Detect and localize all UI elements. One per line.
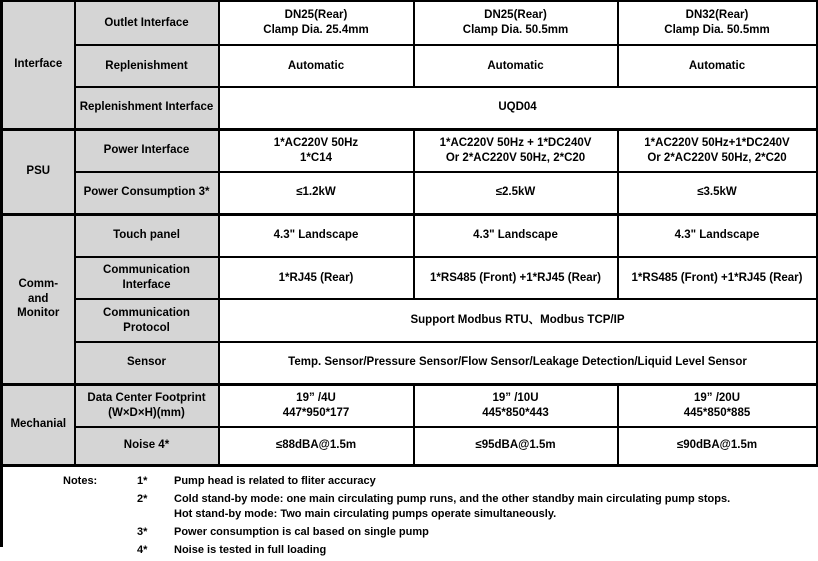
cell-line: 1*AC220V 50Hz + 1*DC240V: [439, 137, 592, 150]
cell-touch-panel-col3: 4.3" Landscape: [618, 214, 817, 257]
category-label-interface: Interface: [14, 58, 63, 71]
category-cell-comm-and-monitor: [2, 214, 75, 384]
cell-line: Or 2*AC220V 50Hz, 2*C20: [445, 151, 586, 164]
notes-list: [137, 474, 730, 561]
category-label-psu: PSU: [26, 165, 51, 178]
cell-power-interface-col2: [414, 129, 618, 172]
row-label-outlet-interface: Outlet Interface: [75, 1, 219, 45]
row-label-sensor: Sensor: [75, 342, 219, 384]
note-item-2: [137, 492, 730, 522]
note-item-4: [137, 543, 730, 558]
cell-comm-interface-col3: 1*RS485 (Front) +1*RJ45 (Rear): [618, 257, 817, 299]
category-label-mechanial: Mechanial: [10, 418, 67, 431]
note-number: 3*: [137, 525, 148, 538]
notes-section: [0, 467, 815, 556]
category-cell-psu: [2, 129, 75, 214]
cell-line: 1*AC220V 50Hz+1*DC240V: [644, 137, 790, 150]
note-text: [174, 525, 429, 540]
cell-comm-protocol-span: Support Modbus RTU、Modbus TCP/IP: [219, 299, 817, 342]
cell-line: 19” /20U: [693, 392, 741, 405]
cell-line: Or 2*AC220V 50Hz, 2*C20: [647, 151, 787, 164]
row-label-line: Data Center Footprint: [87, 392, 206, 405]
cell-line: 1*AC220V 50Hz: [273, 137, 359, 150]
note-number: 2*: [137, 492, 148, 505]
cell-replenishment-interface-span: UQD04: [219, 87, 817, 129]
cell-power-interface-col3: [618, 129, 817, 172]
cell-power-consumption-col3: ≤3.5kW: [618, 172, 817, 214]
cell-noise-col3: ≤90dBA@1.5m: [618, 427, 817, 465]
row-label-communication-protocol: Communication Protocol: [75, 299, 219, 342]
note-number: 1*: [137, 474, 148, 487]
row-label-noise: Noise 4*: [75, 427, 219, 465]
cell-line: 447*950*177: [282, 406, 350, 419]
row-label-power-consumption: Power Consumption 3*: [75, 172, 219, 214]
cell-noise-col1: ≤88dBA@1.5m: [219, 427, 414, 465]
cell-replenishment-col2: Automatic: [414, 45, 618, 87]
cell-comm-interface-col1: 1*RJ45 (Rear): [219, 257, 414, 299]
cell-line: 19” /10U: [492, 392, 539, 405]
row-label-communication-interface: Communication Interface: [75, 257, 219, 299]
row-label-line: (W×D×H)(mm): [108, 406, 185, 419]
cell-sensor-span: Temp. Sensor/Pressure Sensor/Flow Sensor/Leakage Detection/Liquid Level Sensor: [219, 342, 817, 384]
category-cell-interface: [2, 1, 75, 129]
cell-line: Clamp Dia. 50.5mm: [462, 24, 569, 36]
cell-touch-panel-col1: 4.3" Landscape: [219, 214, 414, 257]
note-text: [174, 492, 730, 522]
category-label-comm-line1: Comm-: [18, 277, 59, 290]
cell-replenishment-col3: Automatic: [618, 45, 817, 87]
cell-power-interface-col1: [219, 129, 414, 172]
note-text: [174, 474, 376, 489]
cell-line: DN25(Rear): [284, 9, 348, 22]
cell-line: Clamp Dia. 25.4mm: [263, 24, 369, 36]
category-label-comm-line2: and Monitor: [17, 292, 60, 320]
note-item-3: [137, 525, 730, 540]
cell-comm-interface-col2: 1*RS485 (Front) +1*RJ45 (Rear): [414, 257, 618, 299]
row-label-touch-panel: Touch panel: [75, 214, 219, 257]
cell-line: 445*850*885: [683, 406, 751, 419]
note-text-line: Hot stand-by mode: Two main circulating pumps operate simultaneously.: [174, 507, 557, 520]
cell-line: 19” /4U: [296, 392, 336, 405]
cell-line: 445*850*443: [482, 406, 549, 419]
category-cell-mechanial: [2, 384, 75, 465]
cell-footprint-col1: [219, 384, 414, 427]
note-text: [174, 543, 326, 558]
cell-line: DN25(Rear): [484, 9, 547, 22]
cell-touch-panel-col2: 4.3" Landscape: [414, 214, 618, 257]
cell-outlet-col3: [618, 1, 817, 45]
cell-power-consumption-col1: ≤1.2kW: [219, 172, 414, 214]
cell-line: DN32(Rear): [685, 9, 749, 22]
row-label-replenishment: Replenishment: [75, 45, 219, 87]
note-text-line: Cold stand-by mode: one main circulating pump runs, and the other standby main circulating pump stops.: [174, 492, 731, 505]
notes-heading: Notes:: [63, 474, 98, 487]
cell-outlet-col2: [414, 1, 618, 45]
row-label-footprint: [75, 384, 219, 427]
cell-footprint-col3: [618, 384, 817, 427]
cell-outlet-col1: [219, 1, 414, 45]
cell-noise-col2: ≤95dBA@1.5m: [414, 427, 618, 465]
note-number: 4*: [137, 543, 148, 556]
cell-line: 1*C14: [300, 151, 332, 164]
row-label-power-interface: Power Interface: [75, 129, 219, 172]
cell-line: Clamp Dia. 50.5mm: [664, 24, 770, 36]
row-label-replenishment-interface: Replenishment Interface: [75, 87, 219, 129]
note-text-line: Pump head is related to fliter accuracy: [174, 474, 376, 487]
cell-footprint-col2: [414, 384, 618, 427]
cell-power-consumption-col2: ≤2.5kW: [414, 172, 618, 214]
note-item-1: [137, 474, 730, 489]
note-text-line: Power consumption is cal based on single pump: [174, 525, 429, 538]
note-text-line: Noise is tested in full loading: [174, 543, 327, 556]
cell-replenishment-col1: Automatic: [219, 45, 414, 87]
